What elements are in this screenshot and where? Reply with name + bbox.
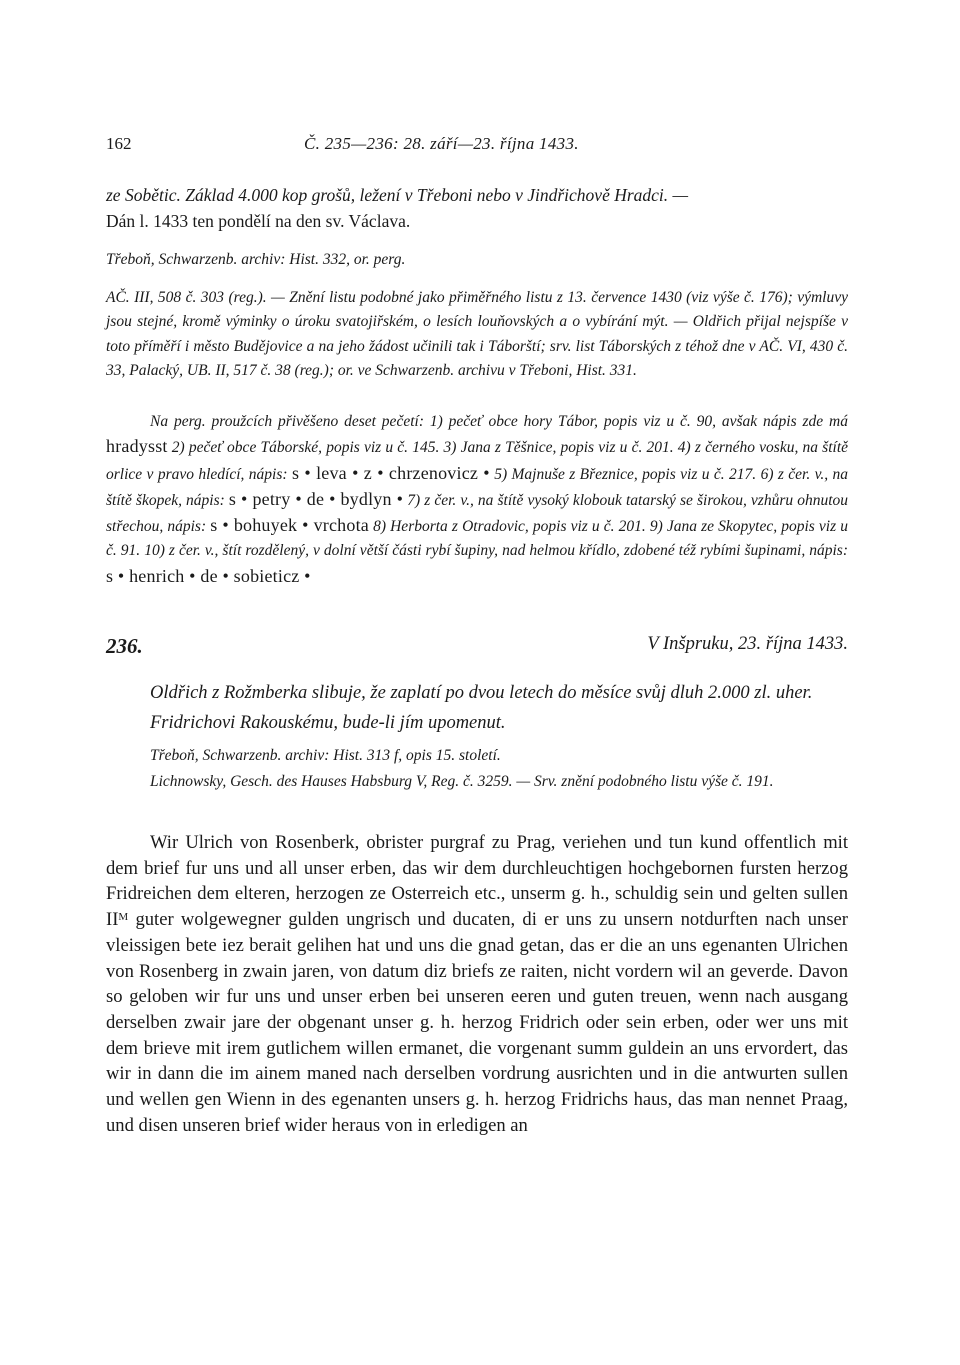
- document-text-a: Wir Ulrich von Rosenberk, obrister purgraf zu Prag, veriehen und tun kund offentlich mit dem brief fur uns und all unser erben, das wir dem durchleuchtigen hochgebornen fursten herzog Fridreichen dem elteren, herzogen ze Osterreich etc., unserm g. h., schuldig sein und gelten sullen II: [106, 832, 848, 931]
- numeral-superscript: M: [118, 911, 129, 924]
- literature-text: Lichnowsky, Gesch. des Hauses Habsburg V, Reg. č. 3259. — Srv. znění podobného listu výše č. 191.: [150, 773, 774, 790]
- document-place-date: V Inšpruku, 23. října 1433.: [647, 634, 848, 654]
- seals-text-e: 8) Herborta z Otradovic, popis viz u č. 201. 9) Jana ze Skopytec, popis viz u č. 91. 10) z čer. v., štít rozdělený, v dolní větší části rybí šupiny, nad helmou křídlo, zdobené též rybími šupinami, nápis:: [106, 518, 849, 560]
- seal-legend-7: s • bohuyek • vrchota: [210, 515, 369, 536]
- running-head: Č. 235—236: 28. září—23. října 1433.: [304, 134, 579, 153]
- document-number: 236.: [106, 634, 143, 658]
- seal-legend-1: hradysst: [106, 436, 168, 457]
- seals-text-d: 7) z čer. v., na štítě vysoký klobouk tatarský se širokou, vzhůru ohnutou střechou, nápis:: [106, 491, 849, 536]
- archive-source-235: Třeboň, Schwarzenb. archiv: Hist. 332, or. perg.: [106, 251, 406, 268]
- literature-note-236: [106, 770, 848, 794]
- continuation-line-2: Dán l. 1433 ten pondělí na den sv. Václava.: [106, 211, 411, 231]
- document-text-b: guter wolgewegner gulden ungrisch und ducaten, di er uns zu unsern notdurften nach unser vleissigen bete iez berait gelihen hat und uns die gnad getan, das er die an uns egenanten Ulrichen von Rosenberg in zwain jaren, von datum diz briefs ze raiten, nicht vordern wil an geverde. Davon so geloben wir fur uns und unser erben bei unseren eeren und guten treuen, wenn nach ausgang derselben zwair jare der obgenant unser g. h. herzog Fridrich oder sein erben, oder wer uns mit dem brieve mit irem gutlichem willen ermanet, die vorgenant summ guldein an uns ervordert, das wir in dann die im ainem maned nach derselben vordrung ausrichten und in die antwurten sullen und wellen gen Wienn in des egenanten unsers g. h. herzog Fridrichs haus, das man nennet Praag, und disen unseren brief wider heraus von in erledigen an: [106, 909, 848, 1136]
- archive-source-236: Třeboň, Schwarzenb. archiv: Hist. 313 f, opis 15. století.: [150, 747, 501, 764]
- page-number: 162: [106, 134, 132, 153]
- seals-text-b: 2) pečeť obce Táborské, popis viz u č. 145. 3) Jana z Těšnice, popis viz u č. 201. 4) z černého vosku, na štítě orlice v pravo hledící, nápis:: [106, 439, 849, 483]
- seal-legend-10: s • henrich • de • sobieticz •: [106, 565, 311, 586]
- seals-text-a: Na perg. proužcích přivěšeno deset pečetí: 1) pečeť obce hory Tábor, popis viz u č. 90, avšak nápis zde má: [150, 413, 848, 430]
- page-header: [106, 134, 854, 158]
- document-heading-236: [106, 634, 848, 664]
- continuation-line-1: ze Sobětic. Základ 4.000 kop grošů, ležení v Třeboni nebo v Jindřichově Hradci. —: [106, 185, 689, 205]
- editorial-note-235: AČ. III, 508 č. 303 (reg.). — Znění listu podobné jako přiměřného listu z 13. července 1430 (viz výše č. 176); výmluvy jsou stejné, kromě výminky o úroku svatojiřském, o lesích louňovských a o vybírání mýt. — Oldřich přijal nejspíše v toto příměří i město Budějovice a na jeho žádost učinili tak i Táborští; srv. list Táborských z téhož dne v AČ. VI, 430 č. 33, Palacký, UB. II, 517 č. 38 (reg.); or. ve Schwarzenb. archivu v Třeboni, Hist. 331.: [106, 289, 848, 379]
- seals-text-c: 5) Majnuše z Březnice, popis viz u č. 217. 6) z čer. v., na štítě škopek, nápis:: [106, 465, 848, 509]
- regest-text: Oldřich z Rožmberka slibuje, že zaplatí po dvou letech do měsíce svůj dluh 2.000 zl. uher. Fridrichovi Rakouskému, bude-li jím upomenut.: [150, 683, 813, 733]
- seals-description: [106, 410, 848, 590]
- continuation-text: [106, 182, 848, 234]
- document-text-236: [106, 830, 848, 1138]
- regest-236: [106, 678, 848, 738]
- seal-legend-4: s • leva • z • chrzenovicz •: [291, 462, 490, 483]
- seal-legend-6: s • petry • de • bydlyn •: [228, 488, 404, 509]
